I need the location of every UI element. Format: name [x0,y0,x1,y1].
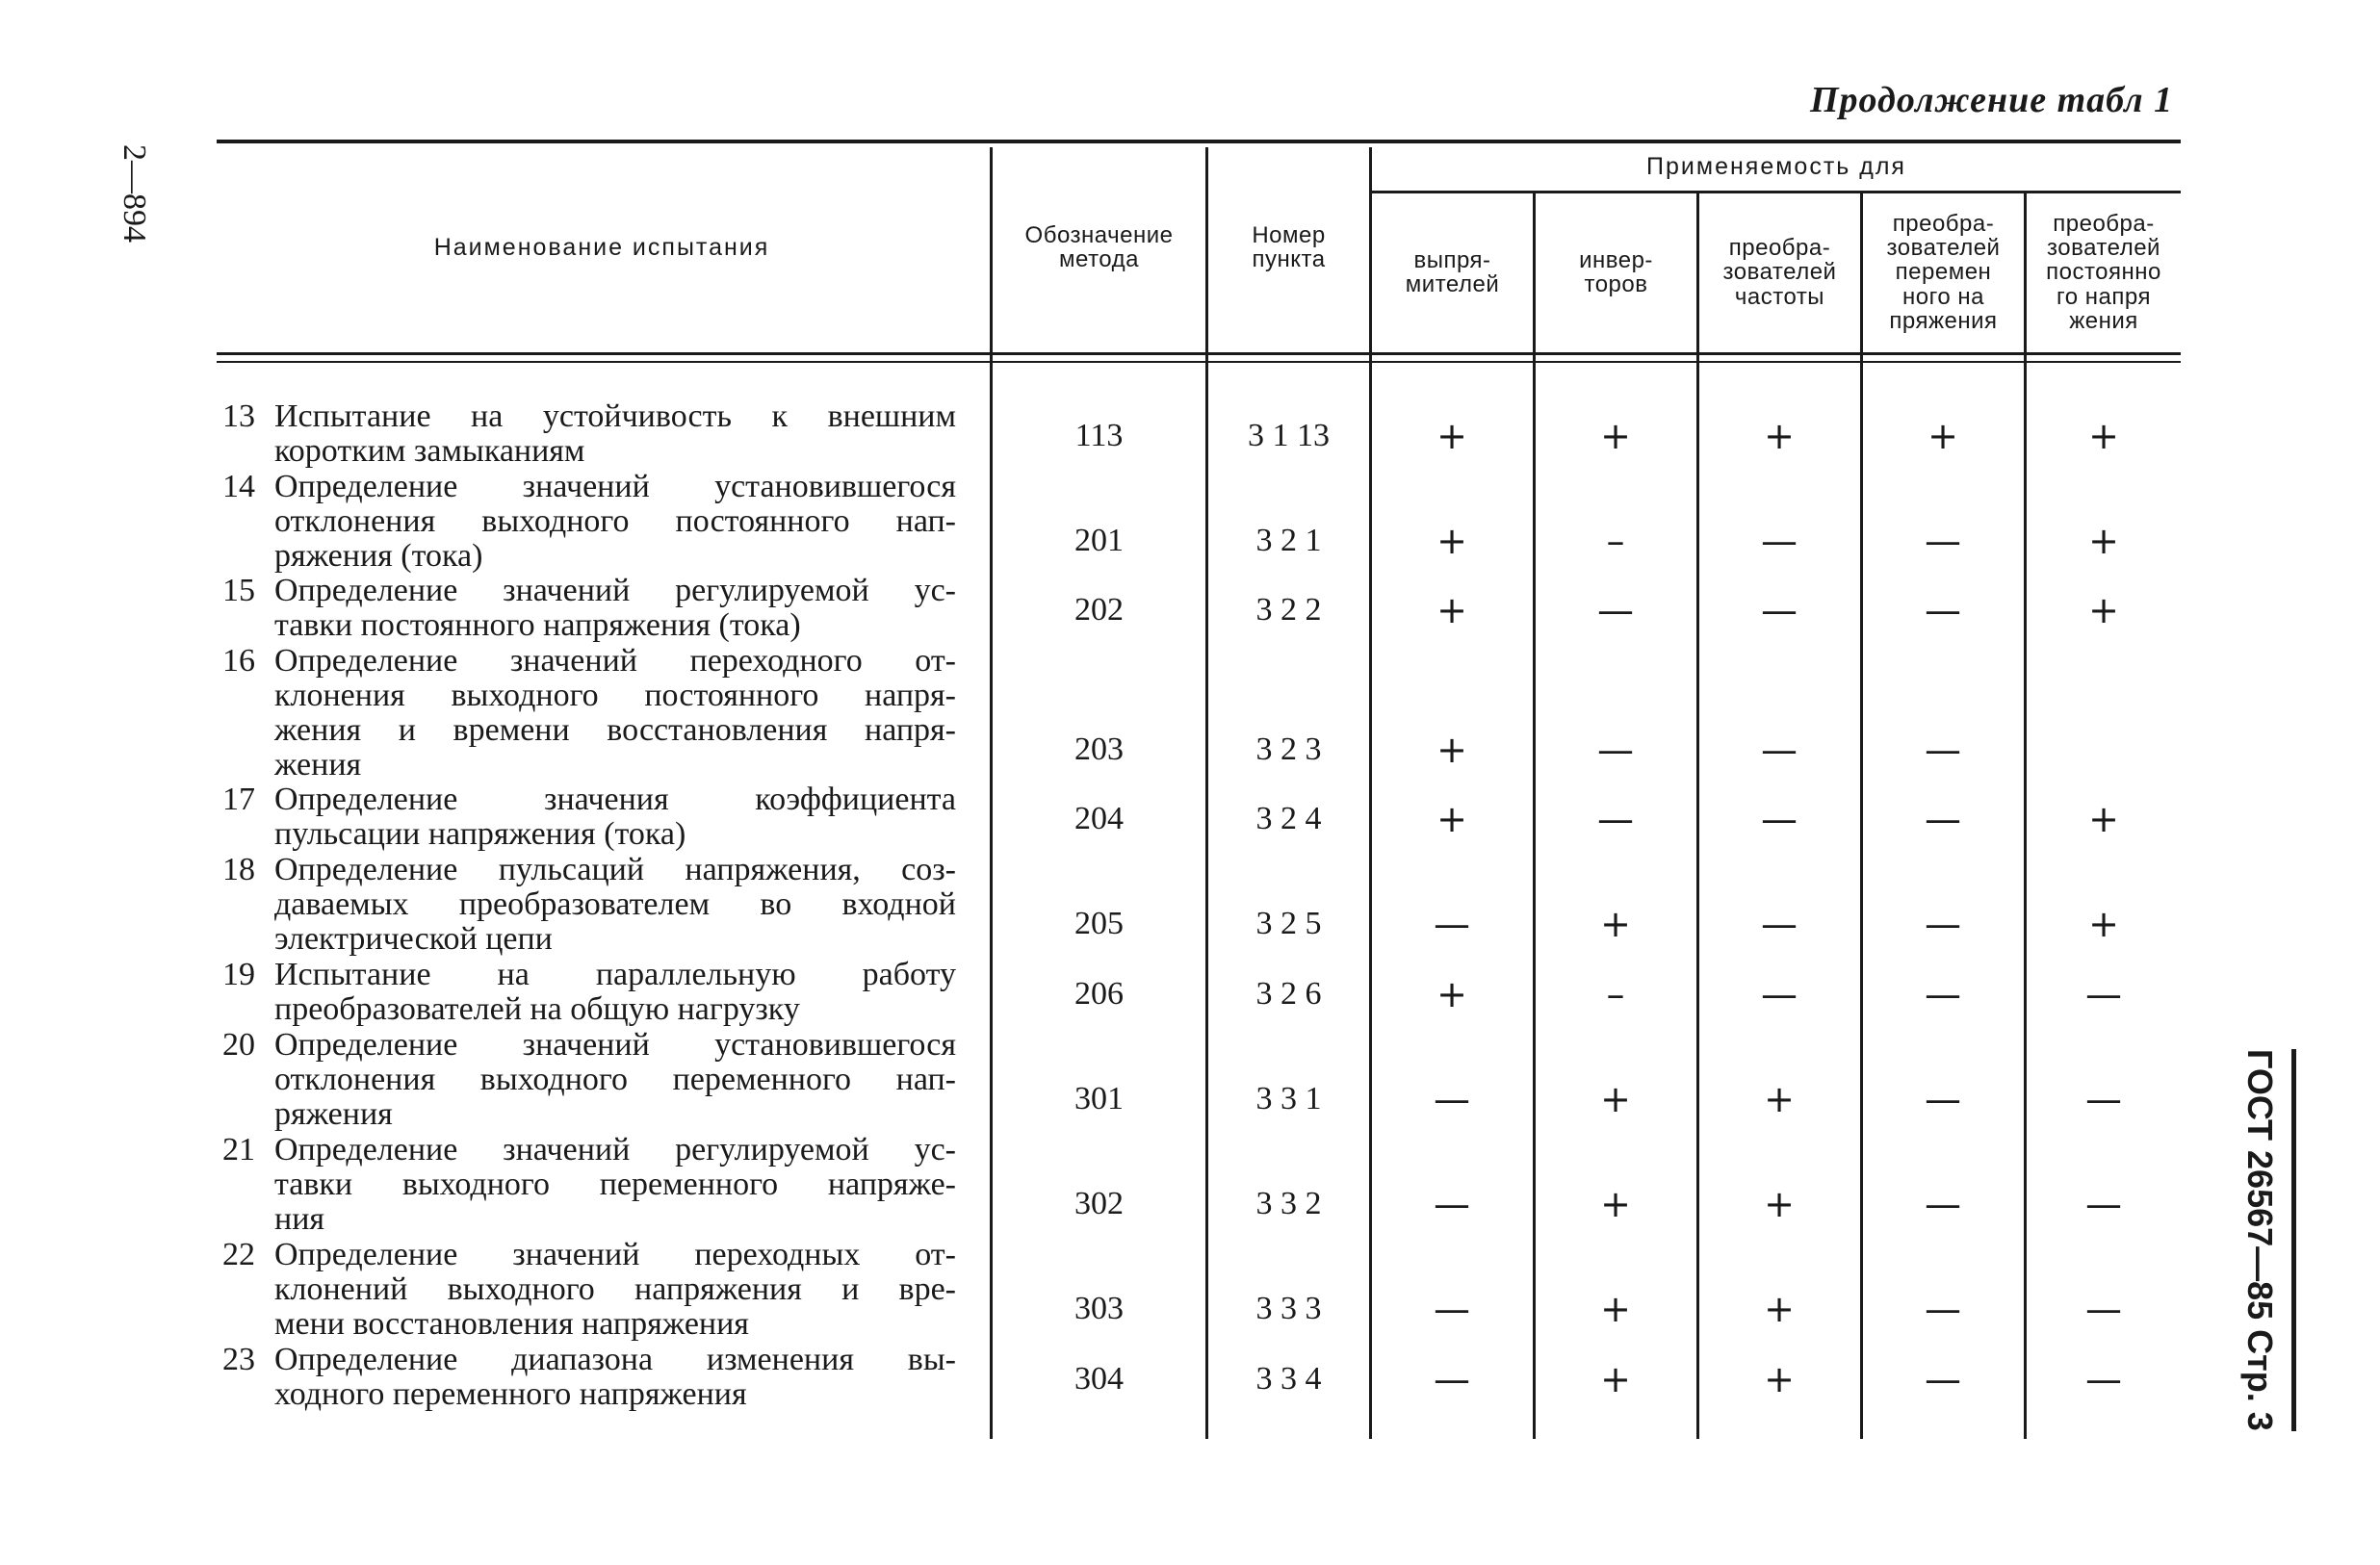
row-number: 14 [222,469,255,504]
applicability-mark: — [1925,1358,1961,1400]
test-name-line: Определение значений установившегося [274,1027,956,1063]
test-name [207,1238,956,1342]
applicability-mark: — [1761,973,1798,1015]
test-name-line: отклонения выходного постоянного нап- [274,503,956,539]
test-name-line: ряжения [274,1096,393,1132]
test-name [207,1133,956,1237]
applicability-mark: — [1434,1078,1470,1120]
header-rectifiers: выпря- мителей [1405,246,1500,297]
applicability-mark: + [1600,1078,1631,1120]
clause-number: 3 2 6 [1255,976,1322,1012]
row-number: 22 [222,1237,255,1272]
header-dc-voltage-converters: преобра- зователей постоянно го напря жения [2046,211,2161,334]
applicability-mark: + [1436,415,1467,457]
header-inverters: инвер- торов [1579,246,1653,297]
row-number: 16 [222,643,255,679]
header-clause: Номер пункта [1252,221,1326,272]
method-code: 301 [1074,1081,1124,1116]
clause-number: 3 2 3 [1255,731,1322,767]
table-top-rule [217,140,2181,143]
applicability-mark: — [1925,903,1961,945]
test-name [207,574,956,643]
test-name-line: Испытание на параллельную работу [274,957,956,992]
test-name [207,470,956,574]
method-code: 201 [1074,523,1124,558]
applicability-mark: — [1761,903,1798,945]
test-name-line: жения и времени восстановления напря- [274,712,956,748]
test-name-line: тавки выходного переменного напряже- [274,1167,956,1202]
applicability-mark: — [2085,1183,2122,1225]
row-number: 15 [222,573,255,608]
header-test-name: Наименование испытания [433,233,770,261]
applicability-mark: + [1764,1288,1795,1330]
applicability-mark: — [2085,1358,2122,1400]
test-name [207,782,956,852]
row-number: 19 [222,957,255,992]
test-name-line: клонения выходного постоянного напря- [274,678,956,713]
applicability-mark: + [1600,415,1631,457]
method-code: 304 [1074,1361,1124,1397]
applicability-mark: + [1436,729,1467,771]
test-name-line: коротким замыканиям [274,433,585,469]
column-divider [1860,192,1863,1439]
header-ac-voltage-converters: преобра- зователей перемен ного на пряжения [1886,211,2001,334]
applicability-mark: + [1600,1358,1631,1400]
clause-number: 3 3 4 [1255,1361,1322,1397]
column-divider [2024,192,2027,1439]
applicability-mark: + [2088,520,2119,562]
applicability-mark: — [1434,1183,1470,1225]
row-number: 18 [222,852,255,887]
applicability-mark: + [1764,415,1795,457]
clause-number: 3 3 3 [1255,1291,1322,1326]
clause-number: 3 1 13 [1248,418,1330,453]
applicability-mark: + [1764,1183,1795,1225]
applicability-mark: + [2088,798,2119,840]
method-code: 303 [1074,1291,1124,1326]
test-name-line: Определение значений регулируемой ус- [274,1132,956,1167]
applicability-mark: — [1925,1078,1961,1120]
header-bottom-rule-1 [217,352,2181,355]
applicability-mark: — [1434,1358,1470,1400]
applicability-mark: — [1925,520,1961,562]
clause-number: 3 3 2 [1255,1186,1322,1221]
applicability-mark: — [1597,589,1634,631]
row-number: 13 [222,398,255,434]
applicability-mark: — [1925,1183,1961,1225]
test-name-line: преобразователей на общую нагрузку [274,991,800,1027]
applicability-mark: — [1761,729,1798,771]
test-name [207,1343,956,1412]
test-name [207,399,956,469]
row-number: 20 [222,1027,255,1063]
applicability-mark: — [2085,1288,2122,1330]
applicability-mark: – [1606,520,1625,562]
header-bottom-rule-2 [217,361,2181,363]
applicability-rule [1372,191,2181,193]
continuation-header: Продолжение табл 1 [1810,80,2174,120]
test-name-line: Определение пульсаций напряжения, соз- [274,852,956,887]
row-number: 21 [222,1132,255,1167]
applicability-mark: — [1925,798,1961,840]
applicability-mark: — [1434,1288,1470,1330]
applicability-mark: — [1434,903,1470,945]
method-code: 205 [1074,906,1124,941]
test-name-line: даваемых преобразователем во входной [274,886,956,922]
test-name-line: жения [274,747,362,782]
test-name-line: ряжения (тока) [274,538,483,574]
column-divider [1696,192,1699,1439]
test-name-line: Определение значений регулируемой ус- [274,573,956,608]
side-page-number: 2—894 [116,144,152,243]
method-code: 113 [1074,418,1124,453]
applicability-mark: + [1436,589,1467,631]
applicability-mark: — [1761,589,1798,631]
test-name-line: ния [274,1201,325,1237]
side-gost-label: ГОСТ 26567—85 Стр. 3 [2239,1049,2296,1431]
test-name [207,853,956,957]
test-name-line: тавки постоянного напряжения (тока) [274,607,801,643]
applicability-mark: + [1436,798,1467,840]
row-number: 23 [222,1342,255,1377]
test-name-line: Испытание на устойчивость к внешним [274,398,956,434]
method-code: 302 [1074,1186,1124,1221]
applicability-mark: — [2085,973,2122,1015]
applicability-mark: + [1600,1288,1631,1330]
method-code: 202 [1074,592,1124,628]
header-applicability: Применяемость для [1646,152,1906,180]
test-name [207,644,956,782]
method-code: 203 [1074,731,1124,767]
applicability-mark: — [1925,973,1961,1015]
test-name-line: мени восстановления напряжения [274,1306,749,1342]
applicability-mark: + [1600,1183,1631,1225]
test-name-line: пульсации напряжения (тока) [274,816,686,852]
test-name-line: Определение значения коэффициента [274,782,956,817]
clause-number: 3 2 5 [1255,906,1322,941]
method-code: 206 [1074,976,1124,1012]
applicability-mark: + [2088,589,2119,631]
test-name-line: клонений выходного напряжения и вре- [274,1271,956,1307]
applicability-mark: + [1600,903,1631,945]
method-code: 204 [1074,801,1124,836]
applicability-mark: — [1925,729,1961,771]
applicability-mark: — [1761,520,1798,562]
applicability-mark: + [2088,415,2119,457]
applicability-mark: + [1436,973,1467,1015]
test-name-line: Определение значений переходных от- [274,1237,956,1272]
test-name-line: Определение значений переходного от- [274,643,956,679]
applicability-mark: — [1761,798,1798,840]
applicability-mark: + [1764,1078,1795,1120]
test-name-line: Определение значений установившегося [274,469,956,504]
applicability-mark: + [1764,1358,1795,1400]
applicability-mark: — [1925,589,1961,631]
applicability-mark: — [1925,1288,1961,1330]
column-divider [1533,192,1536,1439]
applicability-mark: — [1597,798,1634,840]
applicability-mark [2046,731,2161,769]
row-number: 17 [222,782,255,817]
clause-number: 3 2 2 [1255,592,1322,628]
test-name-line: электрической цепи [274,921,553,957]
clause-number: 3 2 1 [1255,523,1322,558]
header-method: Обозначение метода [1024,221,1174,272]
applicability-mark: — [2085,1078,2122,1120]
test-name-line: отклонения выходного переменного нап- [274,1062,956,1097]
applicability-mark: — [1597,729,1634,771]
clause-number: 3 3 1 [1255,1081,1322,1116]
clause-number: 3 2 4 [1255,801,1322,836]
applicability-mark: + [1436,520,1467,562]
test-name-line: ходного переменного напряжения [274,1376,747,1412]
test-name [207,958,956,1027]
header-frequency-converters: преобра- зователей частоты [1722,235,1837,310]
test-name-line: Определение диапазона изменения вы- [274,1342,956,1377]
applicability-mark: + [2088,903,2119,945]
applicability-mark: + [1927,415,1958,457]
applicability-mark: – [1606,973,1625,1015]
test-name [207,1028,956,1132]
